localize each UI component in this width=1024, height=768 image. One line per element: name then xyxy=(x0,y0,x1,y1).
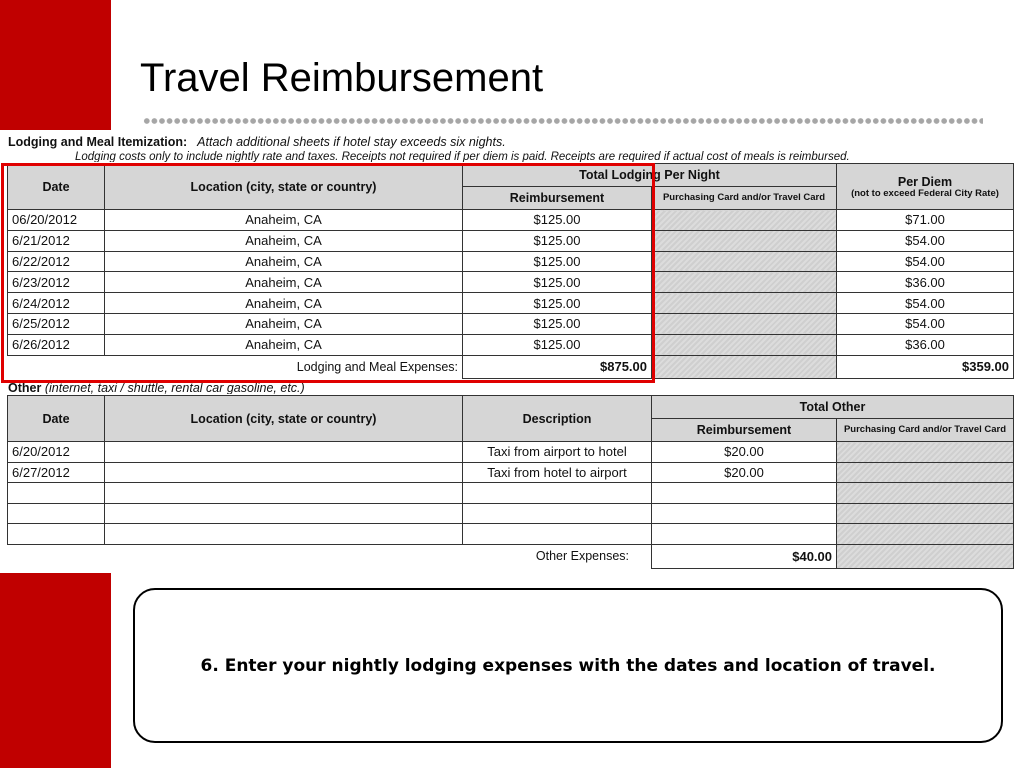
table-row xyxy=(8,524,1014,545)
row-date: 6/22/2012 xyxy=(8,251,105,272)
row-location: Anaheim, CA xyxy=(105,313,463,334)
per-diem-note: (not to exceed Federal City Rate) xyxy=(851,187,999,199)
row-card-cell xyxy=(652,293,837,314)
row-reimbursement xyxy=(652,483,837,504)
lodging-note-2: Lodging costs only to include nightly rate and taxes. Receipts not required if per diem is paid. Receipts are required if actual cost of meals is reimbursed. xyxy=(75,151,850,162)
lodging-total-reimbursement: $875.00 xyxy=(463,355,652,378)
row-card-cell xyxy=(837,483,1014,504)
lodging-heading-line xyxy=(8,135,506,149)
table-row xyxy=(8,503,1014,524)
row-card-cell xyxy=(837,442,1014,463)
row-location xyxy=(105,442,463,463)
lodging-total-label: Lodging and Meal Expenses: xyxy=(8,355,463,378)
other-total-label: Other Expenses: xyxy=(535,549,629,564)
lodging-note: Attach additional sheets if hotel stay exceeds six nights. xyxy=(197,135,506,149)
row-date: 6/21/2012 xyxy=(8,230,105,251)
other-total-reimbursement: $40.00 xyxy=(652,544,837,568)
row-per-diem: $54.00 xyxy=(837,251,1014,272)
other-col-header-total-other: Total Other xyxy=(652,396,1014,419)
row-date: 6/25/2012 xyxy=(8,313,105,334)
lodging-total-card-cell xyxy=(652,355,837,378)
row-reimbursement xyxy=(652,503,837,524)
row-card-cell xyxy=(652,272,837,293)
col-header-location: Location (city, state or country) xyxy=(105,164,463,210)
row-card-cell xyxy=(652,230,837,251)
table-row xyxy=(8,462,1014,483)
other-total-card-cell xyxy=(837,544,1014,568)
col-header-reimbursement: Reimbursement xyxy=(463,187,652,210)
row-reimbursement: $125.00 xyxy=(463,230,652,251)
row-per-diem: $54.00 xyxy=(837,293,1014,314)
slide-title: Travel Reimbursement xyxy=(140,56,544,100)
row-description: Taxi from airport to hotel xyxy=(463,442,652,463)
row-description: Taxi from hotel to airport xyxy=(463,462,652,483)
row-card-cell xyxy=(837,462,1014,483)
row-per-diem: $36.00 xyxy=(837,334,1014,355)
row-date xyxy=(8,503,105,524)
row-location xyxy=(105,483,463,504)
row-card-cell xyxy=(652,313,837,334)
row-reimbursement: $20.00 xyxy=(652,462,837,483)
row-per-diem: $54.00 xyxy=(837,230,1014,251)
row-date: 6/20/2012 xyxy=(8,442,105,463)
other-col-header-date: Date xyxy=(8,396,105,442)
row-location xyxy=(105,503,463,524)
red-accent-bar-bottom xyxy=(0,573,111,768)
row-reimbursement: $20.00 xyxy=(652,442,837,463)
row-date: 06/20/2012 xyxy=(8,210,105,231)
row-reimbursement xyxy=(652,524,837,545)
col-header-date: Date xyxy=(8,164,105,210)
dotted-divider xyxy=(143,117,983,125)
row-card-cell xyxy=(652,251,837,272)
other-heading: Other xyxy=(8,381,42,394)
other-note: (internet, taxi / shuttle, rental car gasoline, etc.) xyxy=(44,381,305,394)
row-location: Anaheim, CA xyxy=(105,334,463,355)
row-date: 6/23/2012 xyxy=(8,272,105,293)
lodging-heading: Lodging and Meal Itemization: xyxy=(8,135,188,149)
row-location: Anaheim, CA xyxy=(105,272,463,293)
row-card-cell xyxy=(652,210,837,231)
row-location xyxy=(105,462,463,483)
col-header-purchasing-card: Purchasing Card and/or Travel Card xyxy=(652,187,837,210)
row-location xyxy=(105,524,463,545)
row-date xyxy=(8,524,105,545)
row-description xyxy=(463,524,652,545)
other-col-header-location: Location (city, state or country) xyxy=(105,396,463,442)
row-reimbursement: $125.00 xyxy=(463,251,652,272)
col-header-total-lodging: Total Lodging Per Night xyxy=(463,164,837,187)
row-description xyxy=(463,503,652,524)
per-diem-total: $359.00 xyxy=(837,355,1014,378)
row-reimbursement: $125.00 xyxy=(463,272,652,293)
row-card-cell xyxy=(837,503,1014,524)
instruction-text: 6. Enter your nightly lodging expenses with the dates and location of travel. xyxy=(200,656,936,676)
row-date: 6/26/2012 xyxy=(8,334,105,355)
row-date: 6/27/2012 xyxy=(8,462,105,483)
other-col-header-reimbursement: Reimbursement xyxy=(652,419,837,442)
other-rows xyxy=(8,442,1014,545)
row-card-cell xyxy=(652,334,837,355)
row-location: Anaheim, CA xyxy=(105,293,463,314)
row-location: Anaheim, CA xyxy=(105,210,463,231)
row-reimbursement: $125.00 xyxy=(463,293,652,314)
row-date xyxy=(8,483,105,504)
table-row xyxy=(8,483,1014,504)
highlight-box xyxy=(1,163,655,383)
other-col-header-description: Description xyxy=(463,396,652,442)
other-col-header-purchasing-card: Purchasing Card and/or Travel Card xyxy=(837,419,1014,442)
row-location: Anaheim, CA xyxy=(105,251,463,272)
red-accent-bar-top xyxy=(0,0,111,130)
row-card-cell xyxy=(837,524,1014,545)
row-per-diem: $36.00 xyxy=(837,272,1014,293)
row-per-diem: $71.00 xyxy=(837,210,1014,231)
other-expenses-table xyxy=(7,395,1014,569)
per-diem-label: Per Diem xyxy=(897,174,953,189)
row-per-diem: $54.00 xyxy=(837,313,1014,334)
row-reimbursement: $125.00 xyxy=(463,210,652,231)
row-reimbursement: $125.00 xyxy=(463,334,652,355)
table-row xyxy=(8,442,1014,463)
row-date: 6/24/2012 xyxy=(8,293,105,314)
col-header-per-diem xyxy=(837,164,1014,210)
row-location: Anaheim, CA xyxy=(105,230,463,251)
instruction-callout xyxy=(133,588,1003,743)
row-reimbursement: $125.00 xyxy=(463,313,652,334)
row-description xyxy=(463,483,652,504)
